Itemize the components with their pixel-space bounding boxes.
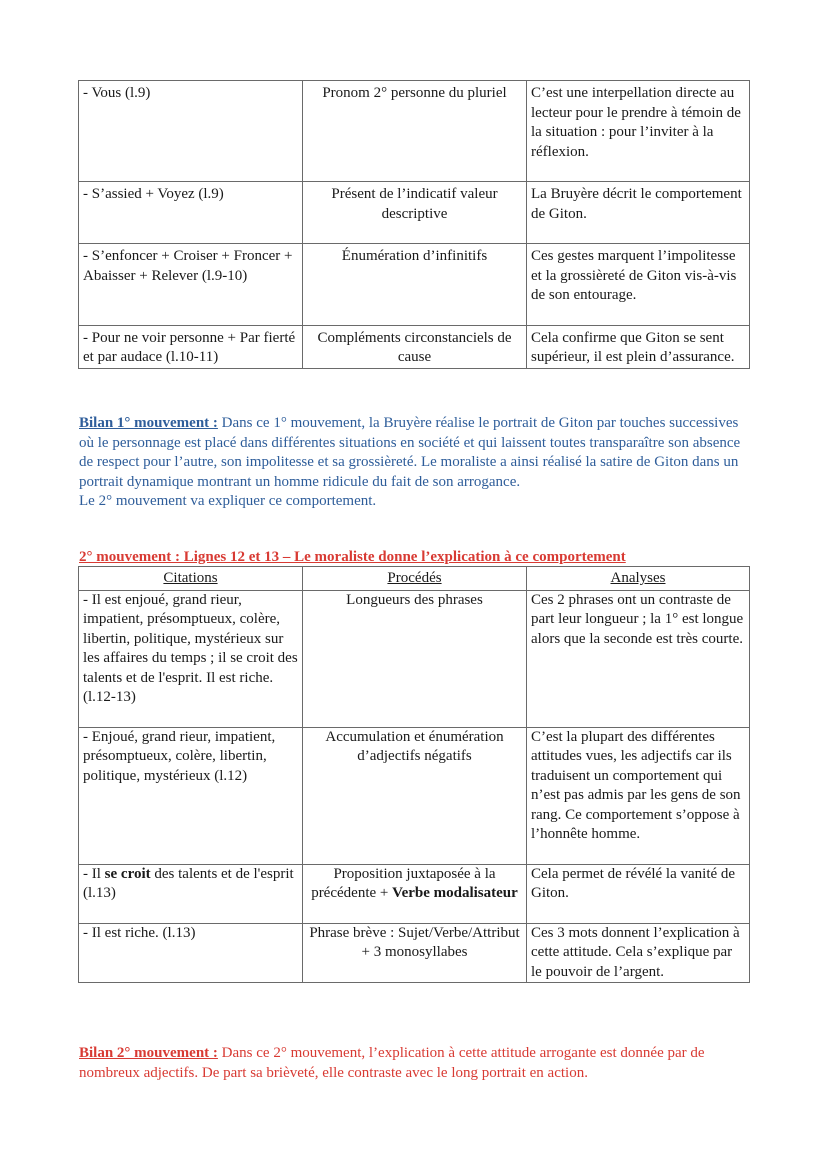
procede-cell: Compléments circonstanciels de cause [303,325,527,368]
procede-cell: Proposition juxtaposée à la précédente + Verbe modalisateur [303,864,527,923]
citation-cell: - S’assied + Voyez (l.9) [79,182,303,244]
procede-cell: Présent de l’indicatif valeur descriptive [303,182,527,244]
citation-cell: - Il se croit des talents et de l'esprit (l.13) [79,864,303,923]
analyse-cell: Cela confirme que Giton se sent supérieur, il est plein d’assurance. [527,325,750,368]
citation-cell: - S’enfoncer + Croiser + Froncer + Abaisser + Relever (l.9-10) [79,244,303,326]
table-row [79,182,750,244]
bilan-label: Bilan 2° mouvement : [79,1045,218,1061]
procede-cell: Phrase brève : Sujet/Verbe/Attribut + 3 monosyllabes [303,923,527,983]
table-row [79,864,750,923]
header-procedes: Procédés [303,567,527,591]
bilan-next-line: Le 2° mouvement va expliquer ce comportement. [79,493,377,509]
citation-cell: - Il est enjoué, grand rieur, impatient, présomptueux, colère, libertin, politique, mystérieux sur les affaires du temps ; il se croit des talents et de l'esprit. Il est riche. (l.12-13) [79,590,303,727]
procede-cell: Accumulation et énumération d’adjectifs négatifs [303,727,527,864]
table-row [79,325,750,368]
analyse-cell: Ces 2 phrases ont un contraste de part leur longueur ; la 1° est longue alors que la seconde est très courte. [527,590,750,727]
citation-cell: - Pour ne voir personne + Par fierté et par audace (l.10-11) [79,325,303,368]
analyse-cell: Ces gestes marquent l’impolitesse et la grossièreté de Giton vis-à-vis de son entourage. [527,244,750,326]
section-heading-movement-2: 2° mouvement : Lignes 12 et 13 – Le moraliste donne l’explication à ce comportement [79,549,626,565]
analysis-table-movement-1 [78,80,750,369]
bilan-text: Dans ce 1° mouvement, la Bruyère réalise le portrait de Giton par touches successives où le personnage est placé dans différentes situations en société et qui laissent toutes transparaître son absence de respect pour l’autre, son impolitesse et sa grossièreté. Le moraliste a ainsi réalisé la satire de Giton dans un portrait dynamique montrant un homme ridicule du fait de son arrogance. [79,415,741,490]
bilan-paragraph-1 [79,414,751,512]
analyse-cell: Ces 3 mots donnent l’explication à cette attitude. Cela s’explique par le pouvoir de l’argent. [527,923,750,983]
table-row [79,590,750,727]
procede-cell: Longueurs des phrases [303,590,527,727]
citation-cell: - Vous (l.9) [79,81,303,182]
analyse-cell: C’est la plupart des différentes attitudes vues, les adjectifs car ils traduisent un comportement qui n’est pas admis par les gens de son rang. Ce comportement s’oppose à l’honnête homme. [527,727,750,864]
bilan-text: Dans ce 2° mouvement, l’explication à cette attitude arrogante est donnée par de nombreux adjectifs. De part sa brièveté, elle contraste avec le long portrait en action. [79,1045,705,1081]
procede-cell: Pronom 2° personne du pluriel [303,81,527,182]
table-row [79,81,750,182]
table-row [79,244,750,326]
header-analyses: Analyses [527,567,750,591]
bilan-label: Bilan 1° mouvement : [79,415,218,431]
citation-cell: - Enjoué, grand rieur, impatient, présomptueux, colère, libertin, politique, mystérieux (l.12) [79,727,303,864]
procede-cell: Énumération d’infinitifs [303,244,527,326]
table-header-row [79,567,750,591]
bilan-paragraph-2 [79,1044,751,1083]
analyse-cell: C’est une interpellation directe au lecteur pour le prendre à témoin de la situation : pour l’inviter à la réflexion. [527,81,750,182]
analyse-cell: Cela permet de révélé la vanité de Giton. [527,864,750,923]
header-citations: Citations [79,567,303,591]
citation-cell: - Il est riche. (l.13) [79,923,303,983]
table-row [79,727,750,864]
table-row [79,923,750,983]
analyse-cell: La Bruyère décrit le comportement de Giton. [527,182,750,244]
analysis-table-movement-2 [78,566,750,983]
